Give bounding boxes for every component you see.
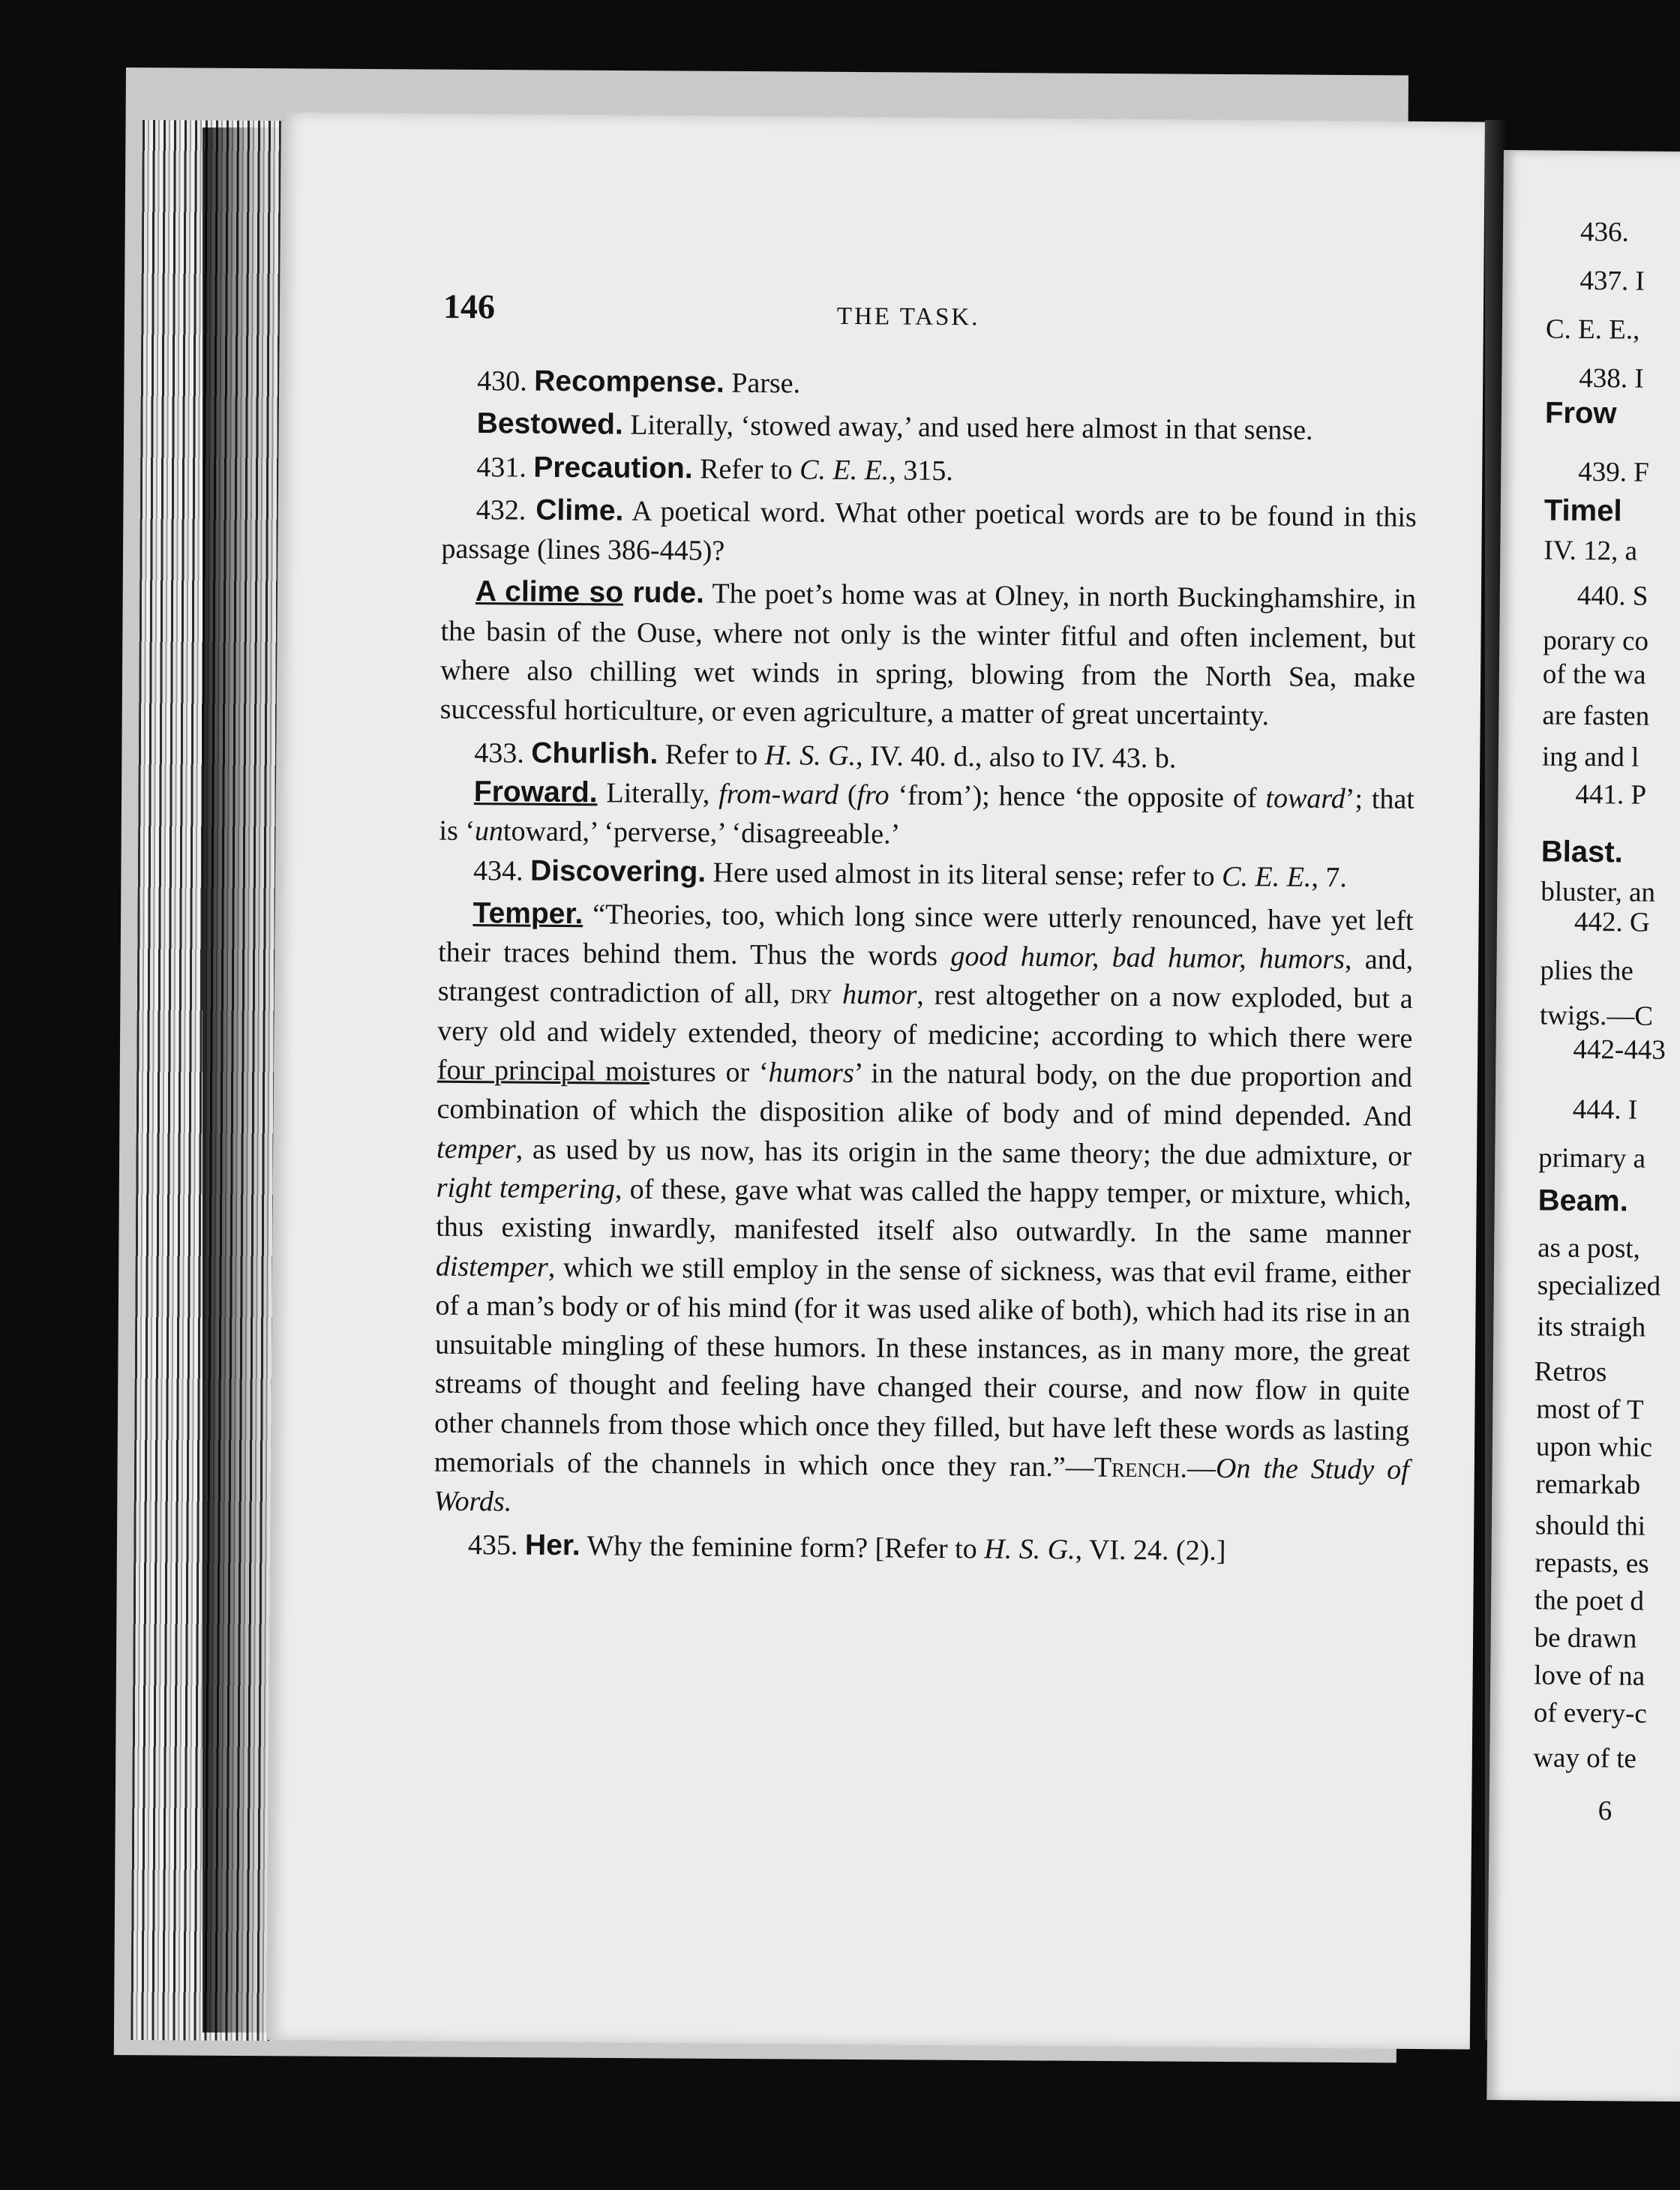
facing-page-line: Timel <box>1544 494 1622 528</box>
headword: Churlish. <box>531 736 658 770</box>
facing-page-line: most of T <box>1536 1394 1644 1426</box>
note-text: Why the feminine form? [Refer to <box>586 1529 985 1565</box>
quote-text: ’ in the natural body, on the due proportion and combination of which the disposition alike of body and of mind depended. And <box>436 1058 1413 1133</box>
note-number: 430. <box>477 365 527 398</box>
note-number: 433. <box>474 736 524 770</box>
page-number: 146 <box>442 286 496 326</box>
note-number: 434. <box>472 854 524 887</box>
note-text: , 7. <box>1311 861 1348 893</box>
main-page <box>266 112 1485 2050</box>
facing-page-line: 436. <box>1580 216 1629 248</box>
facing-page-line: of the wa <box>1542 658 1646 691</box>
note-text: , 315. <box>889 454 954 487</box>
facing-page-line: Retros <box>1534 1356 1607 1388</box>
note-temper <box>434 894 1414 1529</box>
facing-page-line: way of te <box>1533 1742 1637 1774</box>
italic-word: un <box>474 815 504 848</box>
note-number: 432. <box>476 494 526 526</box>
facing-page-line: 437. I <box>1580 265 1645 297</box>
headword-underlined: A clime so <box>475 575 624 610</box>
quote-text: , as used by us now, has its origin in the same theory; the due admixture, or <box>515 1133 1412 1172</box>
headword: Temper. <box>472 896 584 931</box>
page-content <box>434 362 1418 1572</box>
facing-page-line: 440. S <box>1576 580 1648 612</box>
italic-phrase: good humor, bad humor, humors <box>950 940 1346 976</box>
note-text: ( <box>838 778 857 812</box>
facing-page-line: as a post, <box>1538 1232 1641 1264</box>
facing-page-line: primary a <box>1538 1142 1646 1174</box>
facing-page-line: IV. 12, a <box>1544 535 1638 567</box>
note-text: ‘from’); hence ‘the opposite of <box>889 779 1266 814</box>
facing-page-line: 442. G <box>1574 906 1650 938</box>
italic-word: temper <box>436 1132 516 1166</box>
note-bestowed <box>442 404 1418 452</box>
facing-page-line: C. E. E., <box>1545 314 1640 346</box>
dash: — <box>1186 1452 1216 1484</box>
note-text: ’; that is ‘ <box>439 783 1415 848</box>
headword: rude. <box>622 577 705 610</box>
note-432 <box>441 490 1417 577</box>
facing-page-line: are fasten <box>1542 700 1650 732</box>
running-head: THE TASK. <box>836 302 980 332</box>
facing-page-line: love of na <box>1534 1660 1646 1692</box>
italic-word: toward <box>1265 782 1346 815</box>
note-text: Literally, <box>606 777 719 810</box>
facing-page-line: 442-443 <box>1573 1034 1666 1066</box>
quote-text: stures or ‘ <box>649 1055 769 1089</box>
headword: Recompense. <box>534 364 724 399</box>
facing-page-line: Frow <box>1544 396 1617 430</box>
facing-page-line: twigs.—C <box>1539 1000 1654 1032</box>
reference-abbrev: H. S. G. <box>764 739 856 772</box>
headword: Bestowed. <box>476 407 623 441</box>
note-text: Refer to <box>664 738 765 771</box>
facing-page-line: should thi <box>1534 1510 1646 1542</box>
page-header <box>443 286 1478 340</box>
facing-page-line: the poet d <box>1534 1585 1645 1617</box>
facing-page-line: repasts, es <box>1534 1547 1649 1580</box>
facing-page-line: ing and l <box>1541 741 1640 773</box>
facing-page-line: 444. I <box>1572 1094 1638 1126</box>
note-number: 431. <box>476 451 526 484</box>
italic-word: distemper <box>435 1250 548 1283</box>
facing-page-line: of every-c <box>1533 1697 1647 1730</box>
facing-page-line: 6 <box>1598 1796 1612 1827</box>
quote-text: , which we still employ in the sense of sickness, was that evil frame, either of a man’s body or of his mind (for it was used alike of both), which had its rise in an unsuitable mingling of these humors. In these instances, as in many more, the great streams of thought and feeling have changed their course, and now flow in quite other channels from those which once they filled, but have left these words as lasting memorials of the channels in which once they ran.”— <box>434 1251 1412 1484</box>
facing-page-line: bluster, an <box>1540 876 1656 908</box>
facing-page-line: porary co <box>1543 625 1649 657</box>
quote-author: Trench. <box>1094 1451 1188 1484</box>
facing-page-line: plies the <box>1540 955 1634 987</box>
underlined-phrase: four principal moi <box>436 1054 650 1088</box>
note-text: The poet’s home was at Olney, in north Buckinghamshire, in the basin of the Ouse, where not only is the winter fitful and often inclement, but where also chilling wet winds in spring, blowing from the North Sea, make successful horticulture, or even agriculture, a matter of great uncertainty. <box>440 578 1417 732</box>
reference-abbrev: C. E. E. <box>1221 860 1312 893</box>
note-text: Refer to <box>700 452 800 486</box>
facing-page-line: 439. F <box>1578 456 1650 488</box>
headword: Froward. <box>473 776 598 809</box>
note-430 <box>442 362 1418 409</box>
italic-word: humors <box>768 1057 854 1090</box>
note-froward <box>439 772 1414 859</box>
headword: Clime. <box>536 494 624 527</box>
facing-page <box>1486 150 1680 2102</box>
small-caps-word: dry <box>790 978 832 1011</box>
note-text: A poetical word. What other poetical words are to be found in this passage (lines 386-445)? <box>441 495 1417 567</box>
note-text: Parse. <box>731 367 801 400</box>
facing-page-line: remarkab <box>1535 1468 1641 1501</box>
headword: Precaution. <box>533 451 693 484</box>
reference-abbrev: H. S. G. <box>984 1533 1076 1565</box>
facing-page-line: 441. P <box>1575 778 1647 811</box>
note-text: Here used almost in its literal sense; refer to <box>712 856 1222 892</box>
quote-text: , of these, gave what was called the happy temper, or mixture, which, thus existing inwardly, manifested itself also outwardly. In the same manner <box>436 1173 1412 1251</box>
quote-text: “Theories, too, which long since were utterly renounced, have yet left their traces behind them. Thus the words <box>438 898 1414 973</box>
note-number: 435. <box>467 1528 518 1562</box>
quote-text <box>832 979 842 1010</box>
quote-text: , rest altogether on a now exploded, but a very old and widely extended, theory of medicine; according to which there were <box>437 980 1413 1054</box>
headword: Discovering. <box>530 854 706 889</box>
note-434 <box>439 850 1414 898</box>
facing-page-line: Blast. <box>1540 835 1623 869</box>
quote-source: On the Study of Words. <box>434 1452 1409 1518</box>
facing-page-line: 438. I <box>1579 362 1644 394</box>
note-435 <box>434 1525 1408 1572</box>
italic-word: fro <box>856 779 890 812</box>
facing-page-line: be drawn <box>1534 1622 1637 1654</box>
note-text: , IV. 40. d., also to IV. 43. b. <box>855 740 1177 775</box>
reference-abbrev: C. E. E. <box>799 454 890 486</box>
note-431 <box>442 447 1417 494</box>
note-clime-so-rude <box>440 572 1417 736</box>
facing-page-line: Beam. <box>1538 1184 1629 1218</box>
italic-phrase: right tempering <box>436 1172 616 1205</box>
italic-word: humor <box>842 979 917 1012</box>
quote-text: , and, strangest contradiction of all, <box>437 944 1414 1010</box>
italic-word: from-ward <box>718 778 839 811</box>
note-text: , VI. 24. (2).] <box>1075 1533 1226 1567</box>
facing-page-line: its straigh <box>1537 1311 1646 1343</box>
note-text: Literally, ‘stowed away,’ and used here almost in that sense. <box>630 409 1313 447</box>
facing-page-line: specialized <box>1537 1270 1661 1302</box>
facing-page-line: upon whic <box>1535 1431 1653 1463</box>
headword: Her. <box>524 1528 580 1562</box>
note-text: toward,’ ‘perverse,’ ‘disagreeable.’ <box>502 815 901 850</box>
